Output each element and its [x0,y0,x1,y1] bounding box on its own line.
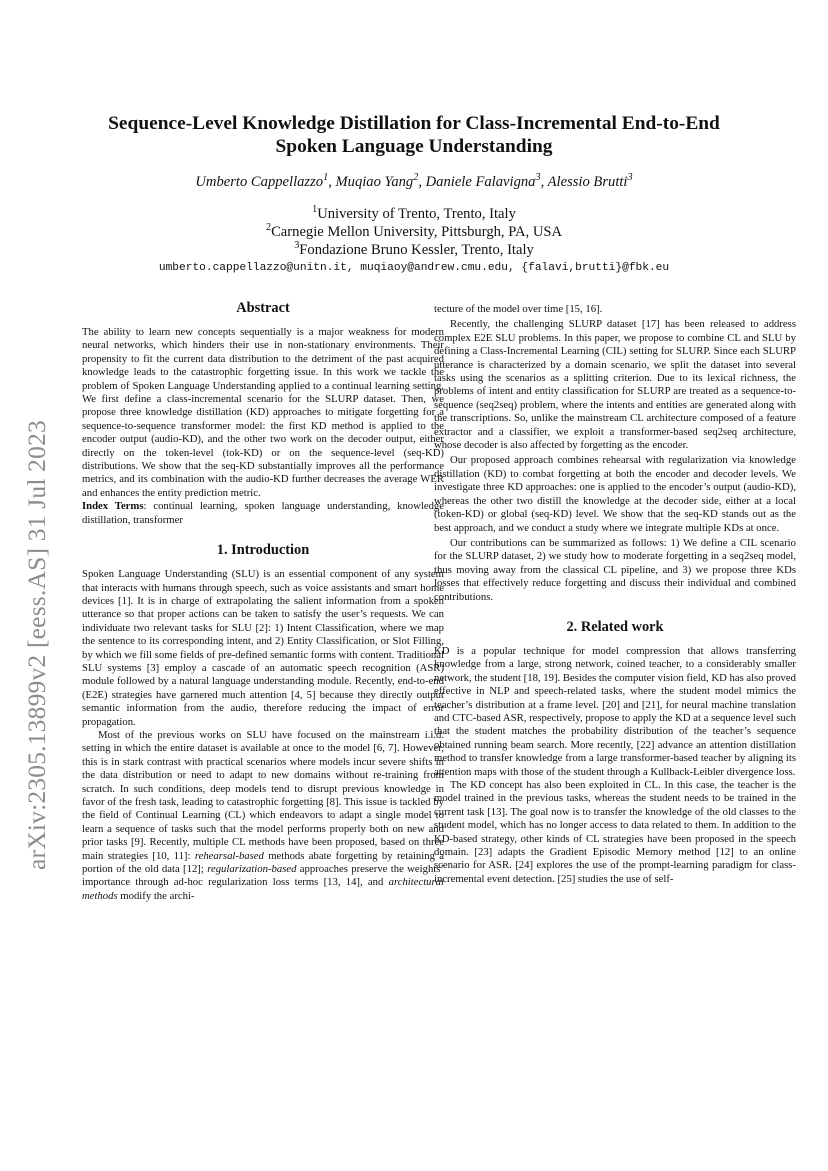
abstract-heading: Abstract [236,300,290,316]
intro-p2-part: approaches preserve the weights’ importance through ad-hoc regularization loss terms [13, 14], and [82,863,444,889]
author-name: Alessio Brutti [547,174,628,190]
arxiv-stamp-text: arXiv:2305.13899v2 [eess.AS] 31 Jul 2023 [22,420,51,870]
intro-p2-emphasis: regularization-based [207,863,297,876]
affiliation-list [90,205,738,259]
intro-paragraph-3: Recently, the challenging SLURP dataset [17] has been released to address complex E2E SLU problems. In this paper, we propose to combine CL and SLU by defining a Class-Incremental Learning (CIL) setting for SLURP. Since each SLURP utterance is characterized by a domain scenario, we split the dataset into several tasks using the scenarios as a splitting criterion. Due to its lexical richness, the problems of intent and entity classification for SLURP are treated as a sequence-to-sequence (seq2seq) problem, where the intents and entities are generated along with the transcriptions. So, unlike the mainstream CL architecture composed of a feature extractor and a classifier, we exploit a transformer-based seq2seq architecture, whose decoder is also affected by forgetting as the encoder. [434,318,796,452]
title-line-1: Sequence-Level Knowledge Distillation for Class-Incremental End-to-End [108,113,720,134]
affiliation-text: Carnegie Mellon University, Pittsburgh, PA, USA [271,224,563,240]
paper-title [90,112,738,158]
author-name: Umberto Cappellazzo [195,174,324,190]
index-terms-text: : continual learning, spoken language understanding, knowledge distillation, transformer [82,500,444,526]
author-name: Daniele Falavigna [425,174,536,190]
affiliation [90,241,738,259]
author-affil-mark: 1 [323,172,329,184]
introduction-heading: 1. Introduction [216,542,310,559]
author-name: Muqiao Yang [335,174,414,190]
right-column [434,303,796,886]
affiliation [90,205,738,223]
arxiv-stamp [14,370,60,920]
index-terms [82,500,444,527]
author-affil-mark: 2 [413,172,419,184]
affiliation [90,223,738,241]
intro-paragraph-1: Spoken Language Understanding (SLU) is an essential component of any system that interacts with humans through speech, such as voice assistants and smart home devices [1]. It is in charge of extrapolating the salient information from a spoken utterance so that proper actions can be taken to satisfy the user’s requests. We can individuate two relevant tasks for SLU [2]: 1) Intent Classification, where we map the sentence to its corresponding intent, and 2) Entity Classification, or Slot Filling, by which we fill some fields of pre-defined semantic forms with content. Traditional SLU systems [3] employ a cascade of an automatic speech recognition (ASR) module followed by a natural language understanding module. Recently, end-to-end (E2E) strategies have garnered much attention [4, 5] because they directly output semantic information from the audio, therefore reducing the impact of error propagation. [82,568,444,728]
intro-p2-part: modify the archi- [117,889,195,902]
intro-p2-emphasis: architectural methods [82,876,444,902]
left-column [82,299,444,903]
intro-paragraph-5: Our contributions can be summarized as follows: 1) We define a CIL scenario for the SLURP dataset, 2) we study how to moderate forgetting in a seq2seq model, thus moving away from the classical CL pipeline, and 3) we propose three KDs losses that effectively reduce forgetting and discuss their individual and combined contributions. [434,536,796,603]
intro-paragraph-2 [82,729,444,903]
title-line-2: Spoken Language Understanding [275,136,553,157]
affiliation-mark: 1 [312,204,318,216]
email-line: umberto.cappellazzo@unitn.it, muqiaoy@andrew.cmu.edu, {falavi,brutti}@fbk.eu [158,262,670,274]
related-paragraph-1: KD is a popular technique for model compression that allows transferring knowledge from a large, strong network, coined teacher, to a considerably smaller network, the student [18, 19]. Besides the computer vision field, KD has also proved effective in NLP and speech-related tasks, where the student model mimics the teacher’s distribution at a frame level. [20] and [21], for neural machine translation and CTC-based ASR, respectively, propose to apply the KD at a sequence level such that the student matches the probability distribution of the teacher’s sequence obtained running beam search. More recently, [22] advance an attention distillation method to transfer knowledge from a large transformer-based teacher by aligning its attention maps with those of the student through a Kullback-Leibler divergence loss. [434,644,796,778]
intro-p2-part: methods abate forgetting by retaining a portion of the old data [12]; [82,849,445,876]
author-affil-mark: 3 [627,172,633,184]
index-terms-label: Index Terms [82,500,144,513]
author-affil-mark: 3 [535,172,541,184]
related-paragraph-2: The KD concept has also been exploited in CL. In this case, the teacher is the model trained in the previous tasks, whereas the student needs to be trained in the current task [13]. The goal now is to transfer the knowledge of the old classes to the student model, which has no longer access to data related to them. In addition to the KD-based strategy, other kinds of CL strategies have been proposed in the speech domain. [23] adapts the Gradient Episodic Memory method [12] to an online scenario for ASR. [24] explores the use of the prompt-learning paradigm for class-incremental event detection. [25] studies the use of self- [434,779,796,885]
intro-p2-part: Most of the previous works on SLU have focused on the mainstream i.i.d. setting in which the entire dataset is available at once to the model [6, 7]. However, this is in stark contrast with practical scenarios where models incur severe shifts in the data distribution or need to adapt to new domains without re-training from scratch. In such conditions, deep models tend to disrupt previous knowledge in favor of the fresh task, leading to catastrophic forgetting [8]. This issue is tackled by the field of Continual Learning (CL) which endeavors to adapt a single model to learn a sequence of tasks such that the model performs properly both on new and prior tasks [9]. Recently, multiple CL methods have been proposed, based on three main strategies [10, 11]: [82,728,444,862]
affiliation-text: University of Trento, Trento, Italy [317,206,516,222]
intro-paragraph-4: Our proposed approach combines rehearsal with regularization via knowledge distillation (KD) to combat forgetting at both the encoder and decoder levels. We investigate three KD approaches: one is applied to the encoder’s output (audio-KD), whereas the other two distill the knowledge at the decoder side, either at a local (token-KD) or global (seq-KD) level. We show that the seq-KD stands out as the best approach, and we conduct a study where we integrate multiple KDs at once. [434,454,796,534]
affiliation-mark: 2 [265,222,272,234]
abstract-text: The ability to learn new concepts sequentially is a major weakness for modern neural networks, which hinders their use in non-stationary environments. Their propensity to fit the current data distribution to the detriment of the past acquired knowledge leads to the catastrophic forgetting issue. In this work we tackle the problem of Spoken Language Understanding applied to a continual learning setting. We first define a class-incremental scenario for the SLURP dataset. Then, we propose three knowledge distillation (KD) approaches to mitigate forgetting for a sequence-to-sequence transformer model: the first KD method is applied to the encoder output (audio-KD), and the other two work on the decoder output, either directly on the token-level (tok-KD) or on the sequence-level (seq-KD) distributions. We show that the seq-KD substantially improves all the performance metrics, and its combination with the audio-KD further decreases the average WER and enhances the entity prediction metric. [82,326,444,499]
intro-p2-emphasis: rehearsal-based [194,849,264,862]
affiliation-mark: 3 [294,240,300,252]
affiliation-text: Fondazione Bruno Kessler, Trento, Italy [299,242,534,258]
related-work-heading: 2. Related work [566,618,664,635]
author-list: Umberto Cappellazzo$^1$, Muqiao Yang$^2$, Daniele Falavigna$^3$, Alessio Brutti$^3$ [195,172,633,190]
intro-paragraph-2-continued: tecture of the model over time [15, 16]. [434,303,603,315]
